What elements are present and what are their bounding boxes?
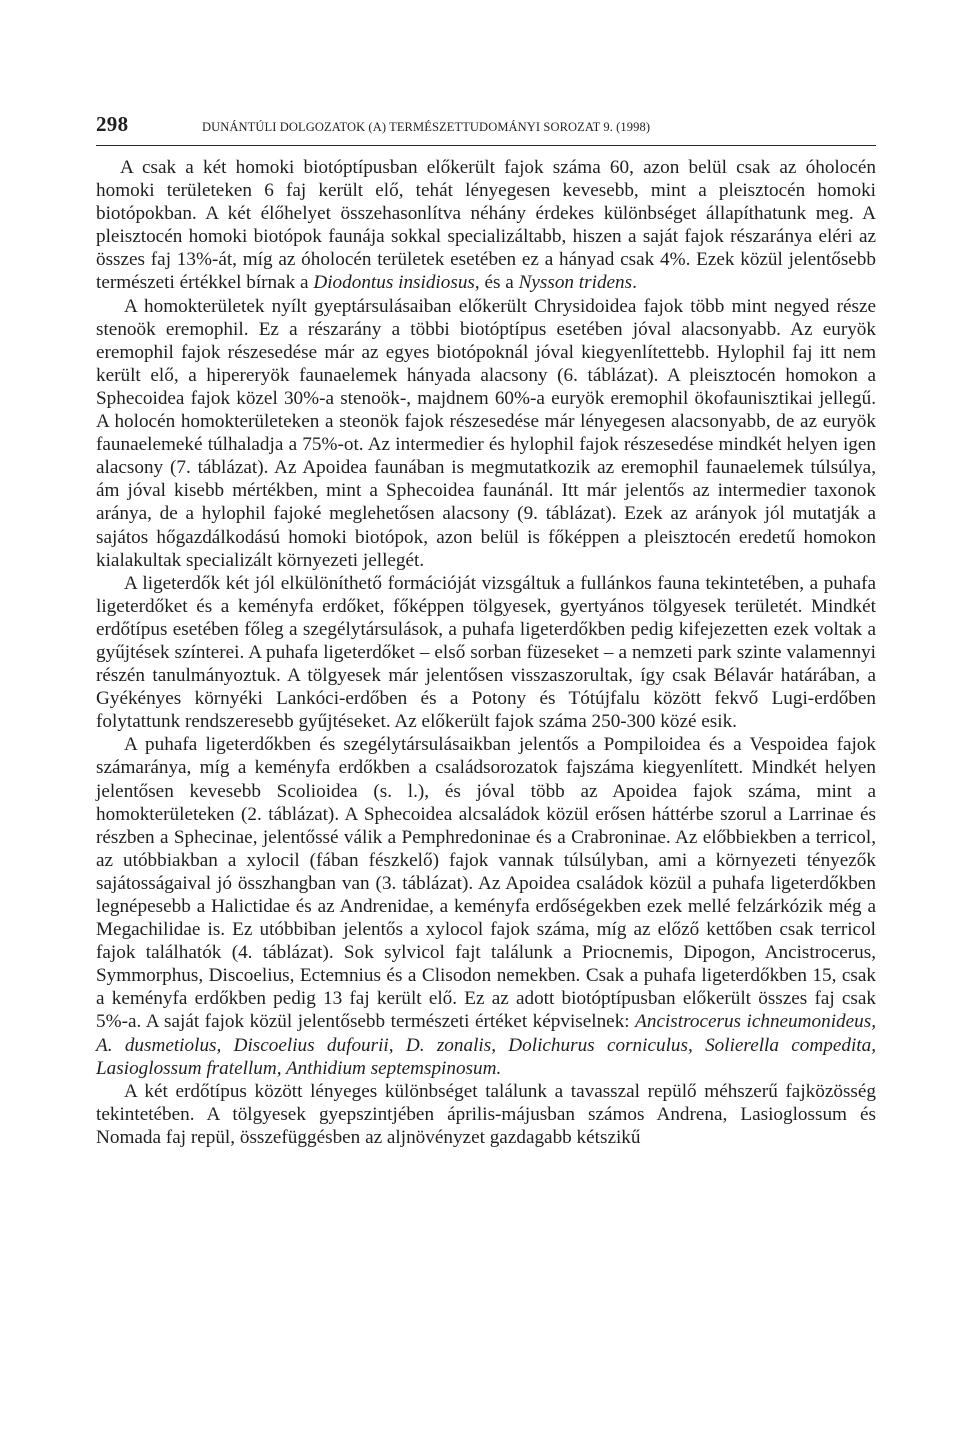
italic-text-segment: Ancistrocerus ichneumonideus, A. dusmetiolus, Discoelius dufourii, D. zonalis, Dolichurus corniculus, Solierella compedita, Lasioglossum fratellum, Anthidium septemspinosum. [96, 1011, 876, 1079]
text-segment: A ligeterdők két jól elkülöníthető formációját vizsgáltuk a fullánkos fauna tekintetében, a puhafa ligeterdőket és a keményfa erdőket, főképpen tölgyesek, gyertyános tölgyesek területét. Mindkét erdőtípus esetében főleg a szegélytársulások, a puhafa ligeterdőkben pedig kifejezetten ezek voltak a gyűjtések színterei. A puhafa ligeterdőket – első sorban füzeseket – a nemzeti park szinte valamennyi részén tanulmányoztuk. A tölgyesek már jelentősen visszaszorultak, így csak Bélavár határában, a Gyékényes környéki Lankóci-erdőben és a Potony és Tótújfalu között fekvő Lugi-erdőben folytattunk rendszeresebb gyűjtéseket. Az előkerült fajok száma 250-300 közé esik. [96, 572, 876, 733]
page-number: 298 [96, 112, 129, 136]
italic-text-segment: Nysson tridens [518, 272, 633, 294]
paragraph [96, 572, 876, 734]
text-segment: A homokterületek nyílt gyeptársulásaiban előkerült Chrysidoidea fajok több mint negyed része stenoök eremophil. Ez a részarány a többi biotóptípus esetében jóval alacsonyabb. Az euryök eremophil fajok részesedése már az egyes biotópoknál jóval kiegyenlítettebb. Hylophil faj itt nem került elő, a hipereryök faunaelemek hányada alacsony (6. táblázat). A pleisztocén homokon a Sphecoidea fajok közel 30%-a stenoök-, majdnem 60%-a euryök eremophil ökofaunisztikai jellegű. A holocén homokterületeken a steonök fajok részesedése már lényegesen alacsonyabb, de az euryök faunaelemeké túlhaladja a 75%-ot. Az intermedier és hylophil fajok részesedése mindkét helyen igen alacsony (7. táblázat). Az Apoidea faunában is megmutatkozik az eremophil faunaelemek túlsúlya, ám jóval kisebb mértékben, mint a Sphecoidea faunánál. Itt már jelentős az intermedier taxonok aránya, de a hylophil fajoké meglehetősen alacsony (9. táblázat). Ezek az arányok jól mutatják a sajátos hőgazdálkodású homoki biotópok, azon belül is főképpen a pleisztocén eredetű homokon kialakultak specializált környezeti jellegét. [96, 295, 876, 571]
paragraph [96, 295, 876, 572]
paragraph [96, 156, 876, 295]
italic-text-segment: Diodontus insidiosus [313, 272, 475, 294]
text-segment: A puhafa ligeterdőkben és szegélytársulásaikban jelentős a Pompiloidea és a Vespoidea fajok számaránya, míg a keményfa erdőkben a családsorozatok fajszáma kiegyenlített. Mindkét helyen jelentősen kevesebb Scolioidea (s. l.), és jóval több az Apoidea fajok száma, mint a homokterületeken (2. táblázat). A Sphecoidea alcsaládok közül erősen háttérbe szorul a Larrinae és részben a Sphecinae, jelentőssé válik a Pemphredoninae és a Crabroninae. Az előbbiekben a terricol, az utóbbiakban a xylocil (fában fészkelő) fajok vannak túlsúlyban, ami a környezeti tényezők sajátosságaival jó összhangban van (3. táblázat). Az Apoidea családok közül a puhafa ligeterdőkben legnépesebb a Halictidae és az Andrenidae, a keményfa erdőségekben ezek mellé felzárkózik még a Megachilidae is. Ez utóbbiban jelentős a xylocol fajok száma, míg az előző kettőben csak terricol fajok találhatók (4. táblázat). Sok sylvicol fajt találunk a Priocnemis, Dipogon, Ancistrocerus, Symmorphus, Discoelius, Ectemnius és a Clisodon nemekben. Csak a puhafa ligeterdőkben 15, csak a keményfa erdőkben pedig 13 faj került elő. Ez az adott biotóptípusban előkerült összes faj csak 5%-a. A saját fajok közül jelentősebb természeti értéket képviselnek: [96, 734, 876, 1033]
page-header [96, 112, 876, 148]
text-segment: A csak a két homoki biotóptípusban előkerült fajok száma 60, azon belül csak az óholocén homoki területeken 6 faj került elő, tehát lényegesen kevesebb, mint a pleisztocén homoki biotópokban. A két élőhelyet összehasonlítva néhány érdekes különbséget állapíthatunk meg. A pleisztocén homoki biotópok faunája sokkal specializáltabb, hiszen a saját fajok részaránya eléri az összes faj 13%-át, míg az óholocén területek esetében ez a hányad csak 4%. Ezek közül jelentősebb természeti értékkel bírnak a [96, 157, 876, 294]
text-segment: . [632, 272, 637, 294]
paragraph [96, 1080, 876, 1149]
text-segment: , és a [474, 272, 519, 294]
running-title: DUNÁNTÚLI DOLGOZATOK (A) TERMÉSZETTUDOMÁNYI SOROZAT 9. (1998) [202, 120, 651, 134]
header-divider [96, 145, 876, 146]
body-text [96, 156, 876, 1149]
paragraph [96, 733, 876, 1079]
text-segment: A két erdőtípus között lényeges különbséget találunk a tavasszal repülő méhszerű fajközösség tekintetében. A tölgyesek gyepszintjében április-májusban számos Andrena, Lasioglossum és Nomada faj repül, összefüggésben az aljnövényzet gazdagabb kétszikű [96, 1080, 876, 1148]
